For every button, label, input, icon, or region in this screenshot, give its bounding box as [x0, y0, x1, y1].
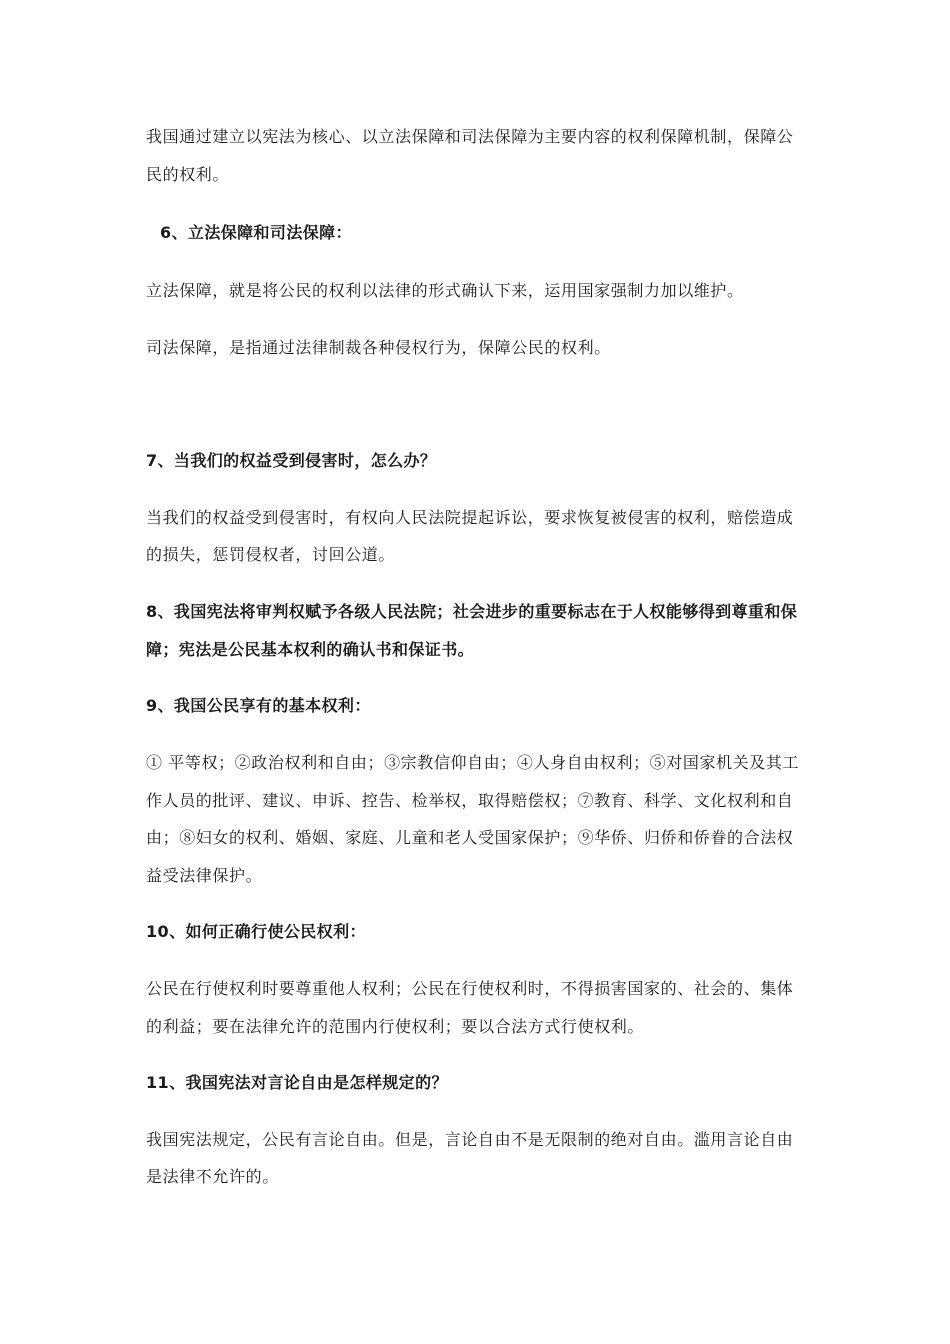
section-heading-6: 6、立法保障和司法保障： — [160, 223, 352, 242]
body-text-line: 我国通过建立以宪法为核心、以立法保障和司法保障为主要内容的权利保障机制，保障公 — [146, 127, 794, 146]
body-text-line: 的损失，惩罚侵权者，讨回公道。 — [146, 545, 396, 564]
section-heading-11: 11、我国宪法对言论自由是怎样规定的？ — [146, 1073, 448, 1092]
body-text-line: 民的权利。 — [146, 165, 230, 184]
body-text-line: 立法保障，就是将公民的权利以法律的形式确认下来，运用国家强制力加以维护。 — [146, 281, 744, 300]
body-text-line: ① 平等权；②政治权利和自由；③宗教信仰自由；④人身自由权利；⑤对国家机关及其工 — [146, 753, 800, 772]
body-text-line: 司法保障，是指通过法律制裁各种侵权行为，保障公民的权利。 — [146, 338, 611, 357]
section-heading-10: 10、如何正确行使公民权利： — [146, 922, 366, 941]
section-heading-9: 9、我国公民享有的基本权利： — [146, 696, 371, 715]
body-text-line: 我国宪法规定，公民有言论自由。但是，言论自由不是无限制的绝对自由。滥用言论自由 — [146, 1130, 794, 1149]
section-heading-8-line1: 8、我国宪法将审判权赋予各级人民法院；社会进步的重要标志在于人权能够得到尊重和保 — [146, 602, 798, 621]
body-text-line: 的利益；要在法律允许的范围内行使权利；要以合法方式行使权利。 — [146, 1017, 645, 1036]
section-heading-7: 7、当我们的权益受到侵害时，怎么办？ — [146, 451, 437, 470]
body-text-line: 益受法律保护。 — [146, 866, 263, 885]
body-text-line: 作人员的批评、建议、申诉、控告、检举权，取得赔偿权；⑦教育、科学、文化权利和自 — [146, 791, 794, 810]
body-text-line: 由；⑧妇女的权利、婚姻、家庭、儿童和老人受国家保护；⑨华侨、归侨和侨眷的合法权 — [146, 828, 794, 847]
section-heading-8-line2: 障；宪法是公民基本权利的确认书和保证书。 — [146, 640, 475, 659]
body-text-line: 公民在行使权利时要尊重他人权利；公民在行使权利时，不得损害国家的、社会的、集体 — [146, 979, 794, 998]
body-text-line: 当我们的权益受到侵害时，有权向人民法院提起诉讼，要求恢复被侵害的权利，赔偿造成 — [146, 508, 794, 527]
body-text-line: 是法律不允许的。 — [146, 1167, 279, 1186]
